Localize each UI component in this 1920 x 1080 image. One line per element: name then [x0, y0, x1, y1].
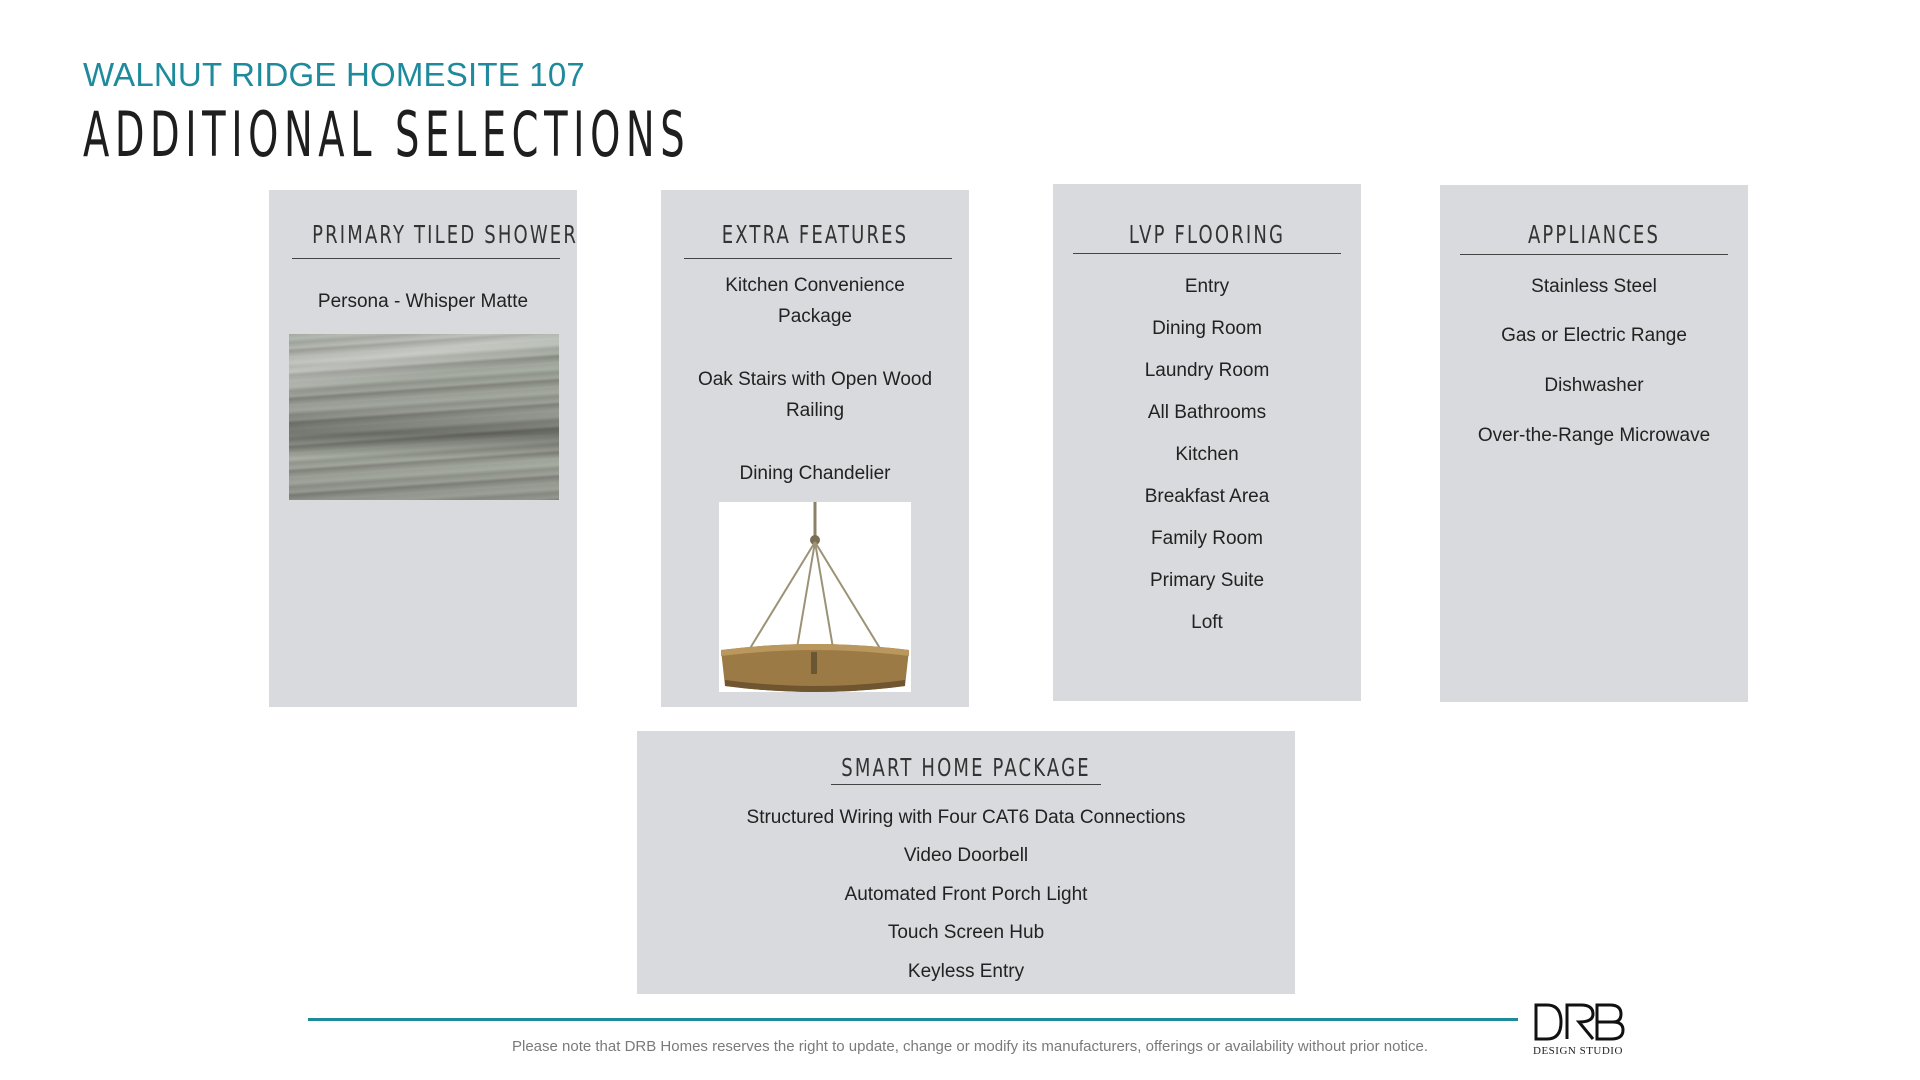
- card-heading: SMART HOME PACKAGE: [841, 753, 1091, 782]
- logo-caption: DESIGN STUDIO: [1533, 1045, 1623, 1057]
- list-item: Persona - Whisper Matte: [317, 291, 529, 312]
- list-item: Package: [778, 306, 852, 327]
- list-item: Breakfast Area: [1144, 486, 1270, 507]
- heading-divider: [292, 258, 560, 259]
- card-heading: EXTRA FEATURES: [721, 220, 909, 249]
- chandelier-image: [719, 502, 911, 692]
- list-item: Keyless Entry: [907, 961, 1025, 982]
- list-item: Dining Room: [1152, 318, 1262, 339]
- list-item: Dining Chandelier: [739, 463, 891, 484]
- page-subtitle: WALNUT RIDGE HOMESITE 107: [83, 56, 585, 93]
- list-item: Primary Suite: [1149, 570, 1265, 591]
- list-item: Entry: [1184, 276, 1230, 297]
- footer-disclaimer: Please note that DRB Homes reserves the right to update, change or modify its manufacturers, offerings or availability without prior notice.: [511, 1038, 1428, 1055]
- card-smart-home-package: [637, 731, 1295, 994]
- tile-swatch-image: [289, 334, 559, 500]
- list-item: Structured Wiring with Four CAT6 Data Connections: [746, 807, 1186, 828]
- card-primary-tiled-shower: [269, 190, 577, 707]
- list-item: Kitchen: [1175, 444, 1239, 465]
- drb-logo-icon: [1533, 1002, 1625, 1042]
- card-appliances: [1440, 185, 1748, 702]
- heading-divider: [684, 258, 952, 259]
- list-item: Railing: [785, 400, 845, 421]
- heading-divider: [1073, 253, 1341, 254]
- list-item: Laundry Room: [1144, 360, 1270, 381]
- list-item: Kitchen Convenience: [725, 275, 905, 296]
- page-title: ADDITIONAL SELECTIONS: [83, 98, 691, 171]
- chandelier-icon: [719, 502, 911, 692]
- list-item: Stainless Steel: [1531, 276, 1657, 297]
- card-heading: PRIMARY TILED SHOWER: [312, 220, 579, 249]
- list-item: Automated Front Porch Light: [844, 884, 1088, 905]
- list-item: Video Doorbell: [903, 845, 1029, 866]
- card-heading: APPLIANCES: [1527, 220, 1661, 249]
- heading-divider: [831, 784, 1101, 785]
- card-extra-features: [661, 190, 969, 707]
- list-item: Family Room: [1151, 528, 1263, 549]
- list-item: Dishwasher: [1544, 375, 1644, 396]
- card-lvp-flooring: [1053, 184, 1361, 701]
- list-item: Touch Screen Hub: [887, 922, 1045, 943]
- list-item: Loft: [1191, 612, 1223, 633]
- list-item: All Bathrooms: [1147, 402, 1267, 423]
- list-item: Oak Stairs with Open Wood: [697, 369, 933, 390]
- list-item: Gas or Electric Range: [1501, 325, 1687, 346]
- list-item: Over-the-Range Microwave: [1477, 425, 1711, 446]
- footer-divider: [308, 1018, 1518, 1021]
- card-heading: LVP FLOORING: [1128, 220, 1286, 249]
- heading-divider: [1460, 254, 1728, 255]
